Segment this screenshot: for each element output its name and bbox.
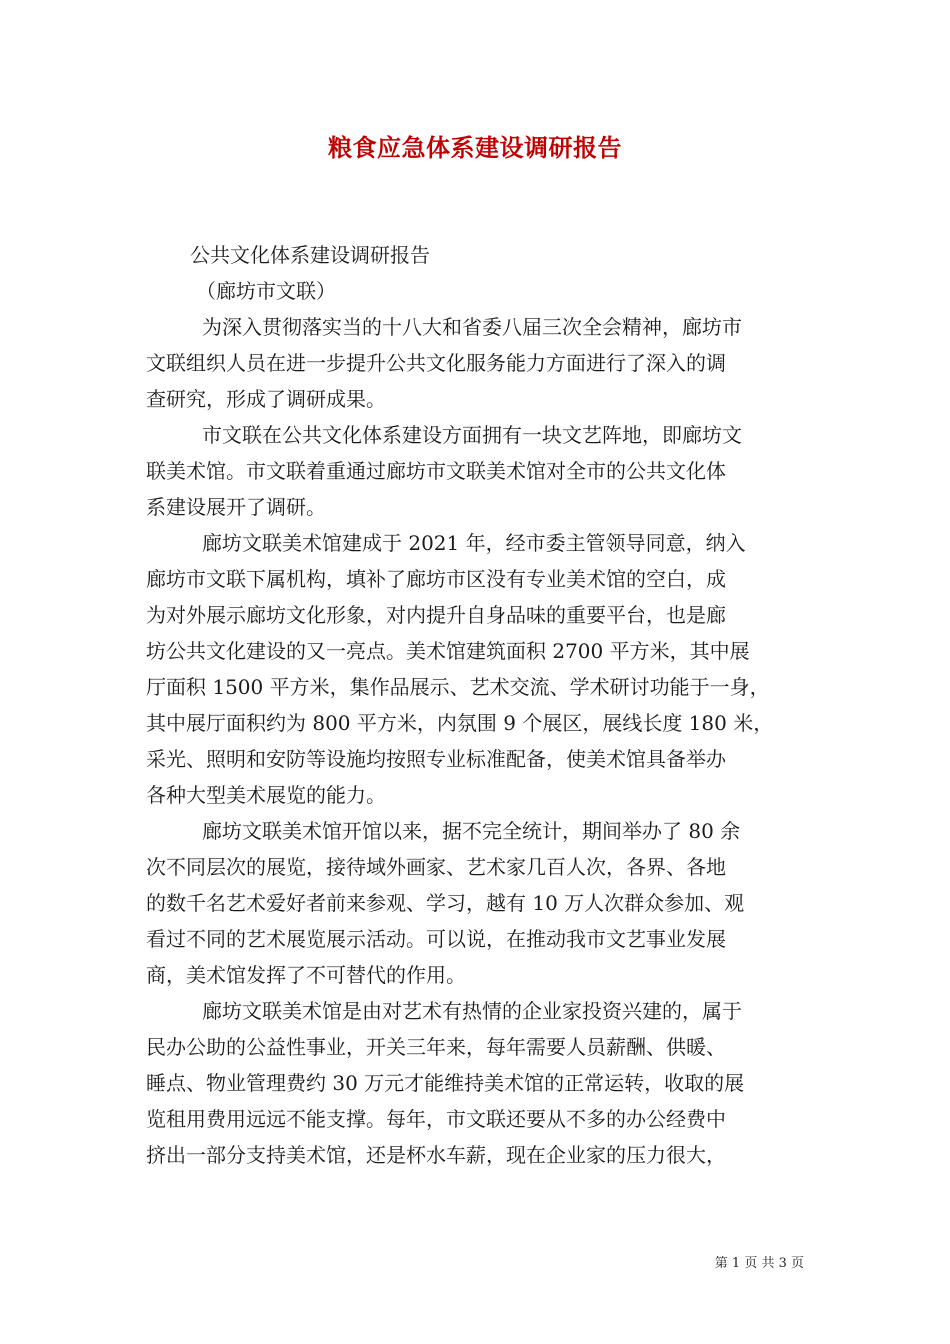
- paragraph-line: 览租用费用远远不能支撑。每年，市文联还要从不多的办公经费中: [146, 1107, 726, 1131]
- paragraph-line: 为深入贯彻落实当的十八大和省委八届三次全会精神，廊坊市: [202, 315, 742, 339]
- paragraph-line: 廊坊文联美术馆是由对艺术有热情的企业家投资兴建的，属于: [202, 999, 742, 1023]
- subtitle-line: 公共文化体系建设调研报告: [190, 243, 430, 267]
- paragraph-line: 文联组织人员在进一步提升公共文化服务能力方面进行了深入的调: [146, 351, 726, 375]
- paragraph-line: 民办公助的公益性事业，开关三年来，每年需要人员薪酬、供暖、: [146, 1035, 726, 1059]
- paragraph-line: 联美术馆。市文联着重通过廊坊市文联美术馆对全市的公共文化体: [146, 459, 726, 483]
- paragraph-line: 系建设展开了调研。: [146, 495, 326, 519]
- document-title: 粮食应急体系建设调研报告: [328, 134, 622, 162]
- paragraph-line: 次不同层次的展览，接待域外画家、艺术家几百人次，各界、各地: [146, 855, 726, 879]
- paragraph-line: 为对外展示廊坊文化形象，对内提升自身品味的重要平台，也是廊: [146, 603, 726, 627]
- paragraph-line: 查研究，形成了调研成果。: [146, 387, 386, 411]
- paragraph-line: 看过不同的艺术展览展示活动。可以说，在推动我市文艺事业发展: [146, 927, 726, 951]
- paragraph-line: 的数千名艺术爱好者前来参观、学习，越有 10 万人次群众参加、观: [146, 891, 745, 915]
- paragraph-line: 采光、照明和安防等设施均按照专业标准配备，使美术馆具备举办: [146, 747, 726, 771]
- page-number-footer: 第 1 页 共 3 页: [714, 1256, 804, 1271]
- paragraph-line: 市文联在公共文化体系建设方面拥有一块文艺阵地，即廊坊文: [202, 423, 742, 447]
- paragraph-line: 商，美术馆发挥了不可替代的作用。: [146, 963, 466, 987]
- paragraph-line: 其中展厅面积约为 800 平方米，内氛围 9 个展区，展线长度 180 米，: [146, 711, 774, 735]
- paragraph-line: 挤出一部分支持美术馆，还是杯水车薪，现在企业家的压力很大，: [146, 1143, 726, 1167]
- paragraph-line: 廊坊文联美术馆开馆以来，据不完全统计，期间举办了 80 余: [202, 819, 741, 843]
- paragraph-line: 各种大型美术展览的能力。: [146, 783, 386, 807]
- paragraph-line: 厅面积 1500 平方米，集作品展示、艺术交流、学术研讨功能于一身，: [146, 675, 770, 699]
- document-body: [146, 237, 810, 1173]
- paragraph-line: 睡点、物业管理费约 30 万元才能维持美术馆的正常运转，收取的展: [146, 1071, 745, 1095]
- paragraph-line: 坊公共文化建设的又一亮点。美术馆建筑面积 2700 平方米，其中展: [146, 639, 750, 663]
- paragraph-line: 廊坊市文联下属机构，填补了廊坊市区没有专业美术馆的空白，成: [146, 567, 726, 591]
- paragraph-line: 廊坊文联美术馆建成于 2021 年，经市委主管领导同意，纳入: [202, 531, 746, 555]
- author-line: （廊坊市文联）: [196, 279, 336, 303]
